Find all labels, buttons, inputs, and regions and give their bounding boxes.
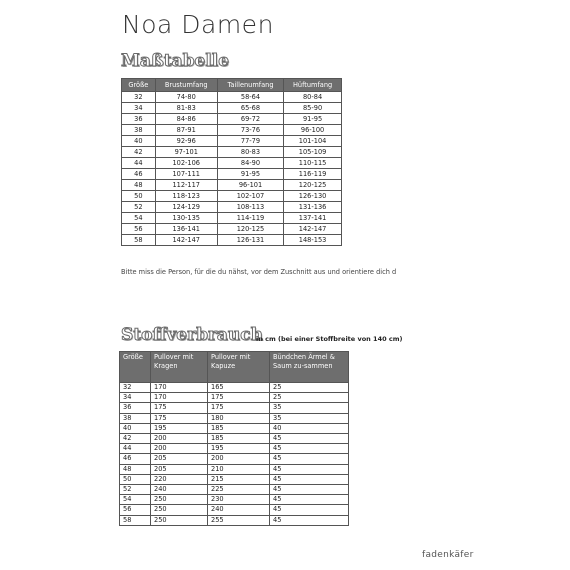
table-cell: 120-125 bbox=[217, 224, 283, 235]
table-cell: 45 bbox=[270, 434, 349, 444]
table-cell: 175 bbox=[208, 403, 270, 413]
table-cell: 112-117 bbox=[155, 180, 217, 191]
table-cell: 45 bbox=[270, 515, 349, 525]
table-row bbox=[122, 224, 342, 235]
table-row bbox=[120, 505, 349, 515]
table-cell: 58-64 bbox=[217, 92, 283, 103]
table-cell: 69-72 bbox=[217, 114, 283, 125]
table-cell: 170 bbox=[151, 383, 208, 393]
table-row bbox=[120, 454, 349, 464]
table-row bbox=[120, 474, 349, 484]
table-cell: 81-83 bbox=[155, 103, 217, 114]
table-cell: 240 bbox=[151, 485, 208, 495]
table-cell: 180 bbox=[208, 413, 270, 423]
table-cell: 175 bbox=[208, 393, 270, 403]
table-cell: 34 bbox=[120, 393, 151, 403]
table-cell: 36 bbox=[120, 403, 151, 413]
table-cell: 87-91 bbox=[155, 125, 217, 136]
table-cell: 85-90 bbox=[284, 103, 342, 114]
table-cell: 116-119 bbox=[284, 169, 342, 180]
table-cell: 56 bbox=[122, 224, 156, 235]
table-row bbox=[120, 444, 349, 454]
table-cell: 32 bbox=[120, 383, 151, 393]
table-cell: 148-153 bbox=[284, 235, 342, 246]
table-cell: 200 bbox=[151, 444, 208, 454]
table-cell: 58 bbox=[120, 515, 151, 525]
table-cell: 107-111 bbox=[155, 169, 217, 180]
table-row bbox=[120, 393, 349, 403]
table-cell: 126-131 bbox=[217, 235, 283, 246]
table-row bbox=[122, 103, 342, 114]
table-cell: 25 bbox=[270, 393, 349, 403]
table-cell: 105-109 bbox=[284, 147, 342, 158]
column-header: Pullover mit Kragen bbox=[151, 352, 208, 383]
fabric-table-heading: Stoffverbrauch bbox=[121, 325, 264, 345]
table-cell: 74-80 bbox=[155, 92, 217, 103]
table-cell: 200 bbox=[151, 434, 208, 444]
table-cell: 46 bbox=[122, 169, 156, 180]
table-row bbox=[122, 114, 342, 125]
table-cell: 255 bbox=[208, 515, 270, 525]
table-cell: 142-147 bbox=[155, 235, 217, 246]
table-cell: 45 bbox=[270, 454, 349, 464]
table-cell: 200 bbox=[208, 454, 270, 464]
column-header: Größe bbox=[122, 79, 156, 92]
table-row bbox=[122, 180, 342, 191]
table-cell: 45 bbox=[270, 464, 349, 474]
table-cell: 40 bbox=[270, 423, 349, 433]
table-cell: 48 bbox=[120, 464, 151, 474]
table-cell: 45 bbox=[270, 444, 349, 454]
table-cell: 136-141 bbox=[155, 224, 217, 235]
table-cell: 110-115 bbox=[284, 158, 342, 169]
table-cell: 97-101 bbox=[155, 147, 217, 158]
table-cell: 92-96 bbox=[155, 136, 217, 147]
table-cell: 108-113 bbox=[217, 202, 283, 213]
table-cell: 175 bbox=[151, 413, 208, 423]
fabric-table-body bbox=[120, 383, 349, 526]
table-cell: 142-147 bbox=[284, 224, 342, 235]
table-row bbox=[122, 136, 342, 147]
table-cell: 215 bbox=[208, 474, 270, 484]
table-cell: 96-100 bbox=[284, 125, 342, 136]
table-cell: 131-136 bbox=[284, 202, 342, 213]
table-cell: 126-130 bbox=[284, 191, 342, 202]
table-cell: 65-68 bbox=[217, 103, 283, 114]
size-table-body bbox=[122, 92, 342, 246]
table-row bbox=[120, 495, 349, 505]
fabric-table-header-row bbox=[120, 352, 349, 383]
table-row bbox=[122, 191, 342, 202]
table-cell: 205 bbox=[151, 454, 208, 464]
table-row bbox=[120, 485, 349, 495]
table-row bbox=[122, 92, 342, 103]
table-cell: 175 bbox=[151, 403, 208, 413]
table-cell: 137-141 bbox=[284, 213, 342, 224]
table-cell: 124-129 bbox=[155, 202, 217, 213]
table-cell: 50 bbox=[120, 474, 151, 484]
table-cell: 48 bbox=[122, 180, 156, 191]
table-cell: 185 bbox=[208, 434, 270, 444]
brand-logo: fadenkäfer bbox=[422, 550, 474, 560]
table-cell: 118-123 bbox=[155, 191, 217, 202]
column-header: Größe bbox=[120, 352, 151, 383]
table-cell: 170 bbox=[151, 393, 208, 403]
table-row bbox=[120, 413, 349, 423]
table-cell: 34 bbox=[122, 103, 156, 114]
size-table bbox=[121, 78, 342, 246]
column-header: Hüftumfang bbox=[284, 79, 342, 92]
table-cell: 225 bbox=[208, 485, 270, 495]
table-row bbox=[120, 464, 349, 474]
table-row bbox=[120, 403, 349, 413]
table-cell: 240 bbox=[208, 505, 270, 515]
table-row bbox=[120, 383, 349, 393]
table-cell: 42 bbox=[120, 434, 151, 444]
table-cell: 56 bbox=[120, 505, 151, 515]
table-cell: 38 bbox=[122, 125, 156, 136]
table-cell: 205 bbox=[151, 464, 208, 474]
table-cell: 220 bbox=[151, 474, 208, 484]
table-row bbox=[122, 147, 342, 158]
table-cell: 91-95 bbox=[217, 169, 283, 180]
table-cell: 40 bbox=[122, 136, 156, 147]
table-cell: 32 bbox=[122, 92, 156, 103]
table-cell: 73-76 bbox=[217, 125, 283, 136]
column-header: Taillenumfang bbox=[217, 79, 283, 92]
table-cell: 44 bbox=[120, 444, 151, 454]
table-cell: 230 bbox=[208, 495, 270, 505]
column-header: Bündchen Ärmel & Saum zu-sammen bbox=[270, 352, 349, 383]
column-header: Pullover mit Kapuze bbox=[208, 352, 270, 383]
table-row bbox=[122, 169, 342, 180]
table-cell: 25 bbox=[270, 383, 349, 393]
table-cell: 210 bbox=[208, 464, 270, 474]
table-cell: 46 bbox=[120, 454, 151, 464]
table-cell: 250 bbox=[151, 495, 208, 505]
table-row bbox=[120, 515, 349, 525]
table-cell: 80-84 bbox=[284, 92, 342, 103]
table-cell: 58 bbox=[122, 235, 156, 246]
fabric-table-subheading: in cm (bei einer Stoffbreite von 140 cm) bbox=[256, 335, 403, 343]
table-cell: 195 bbox=[208, 444, 270, 454]
table-cell: 38 bbox=[120, 413, 151, 423]
table-cell: 165 bbox=[208, 383, 270, 393]
table-row bbox=[122, 235, 342, 246]
fabric-table bbox=[119, 351, 349, 526]
table-cell: 96-101 bbox=[217, 180, 283, 191]
table-cell: 130-135 bbox=[155, 213, 217, 224]
table-cell: 54 bbox=[122, 213, 156, 224]
table-cell: 102-107 bbox=[217, 191, 283, 202]
table-cell: 77-79 bbox=[217, 136, 283, 147]
page-title: Noa Damen bbox=[122, 10, 274, 39]
table-row bbox=[122, 202, 342, 213]
table-cell: 50 bbox=[122, 191, 156, 202]
table-cell: 52 bbox=[122, 202, 156, 213]
table-cell: 84-86 bbox=[155, 114, 217, 125]
table-cell: 45 bbox=[270, 474, 349, 484]
table-row bbox=[122, 158, 342, 169]
table-cell: 120-125 bbox=[284, 180, 342, 191]
table-cell: 185 bbox=[208, 423, 270, 433]
table-cell: 52 bbox=[120, 485, 151, 495]
table-cell: 44 bbox=[122, 158, 156, 169]
table-cell: 45 bbox=[270, 485, 349, 495]
table-cell: 45 bbox=[270, 505, 349, 515]
size-table-header-row bbox=[122, 79, 342, 92]
table-row bbox=[122, 213, 342, 224]
table-cell: 84-90 bbox=[217, 158, 283, 169]
table-cell: 250 bbox=[151, 515, 208, 525]
table-cell: 45 bbox=[270, 495, 349, 505]
table-row bbox=[122, 125, 342, 136]
table-cell: 102-106 bbox=[155, 158, 217, 169]
table-cell: 36 bbox=[122, 114, 156, 125]
table-row bbox=[120, 423, 349, 433]
table-cell: 250 bbox=[151, 505, 208, 515]
size-table-heading: Maßtabelle bbox=[121, 51, 230, 71]
table-cell: 42 bbox=[122, 147, 156, 158]
table-row bbox=[120, 434, 349, 444]
table-cell: 40 bbox=[120, 423, 151, 433]
table-cell: 114-119 bbox=[217, 213, 283, 224]
measurement-note: Bitte miss die Person, für die du nähst, vor dem Zuschnitt aus und orientiere dich d bbox=[121, 268, 397, 276]
table-cell: 35 bbox=[270, 413, 349, 423]
table-cell: 195 bbox=[151, 423, 208, 433]
table-cell: 101-104 bbox=[284, 136, 342, 147]
table-cell: 35 bbox=[270, 403, 349, 413]
table-cell: 54 bbox=[120, 495, 151, 505]
column-header: Brustumfang bbox=[155, 79, 217, 92]
table-cell: 80-83 bbox=[217, 147, 283, 158]
table-cell: 91-95 bbox=[284, 114, 342, 125]
